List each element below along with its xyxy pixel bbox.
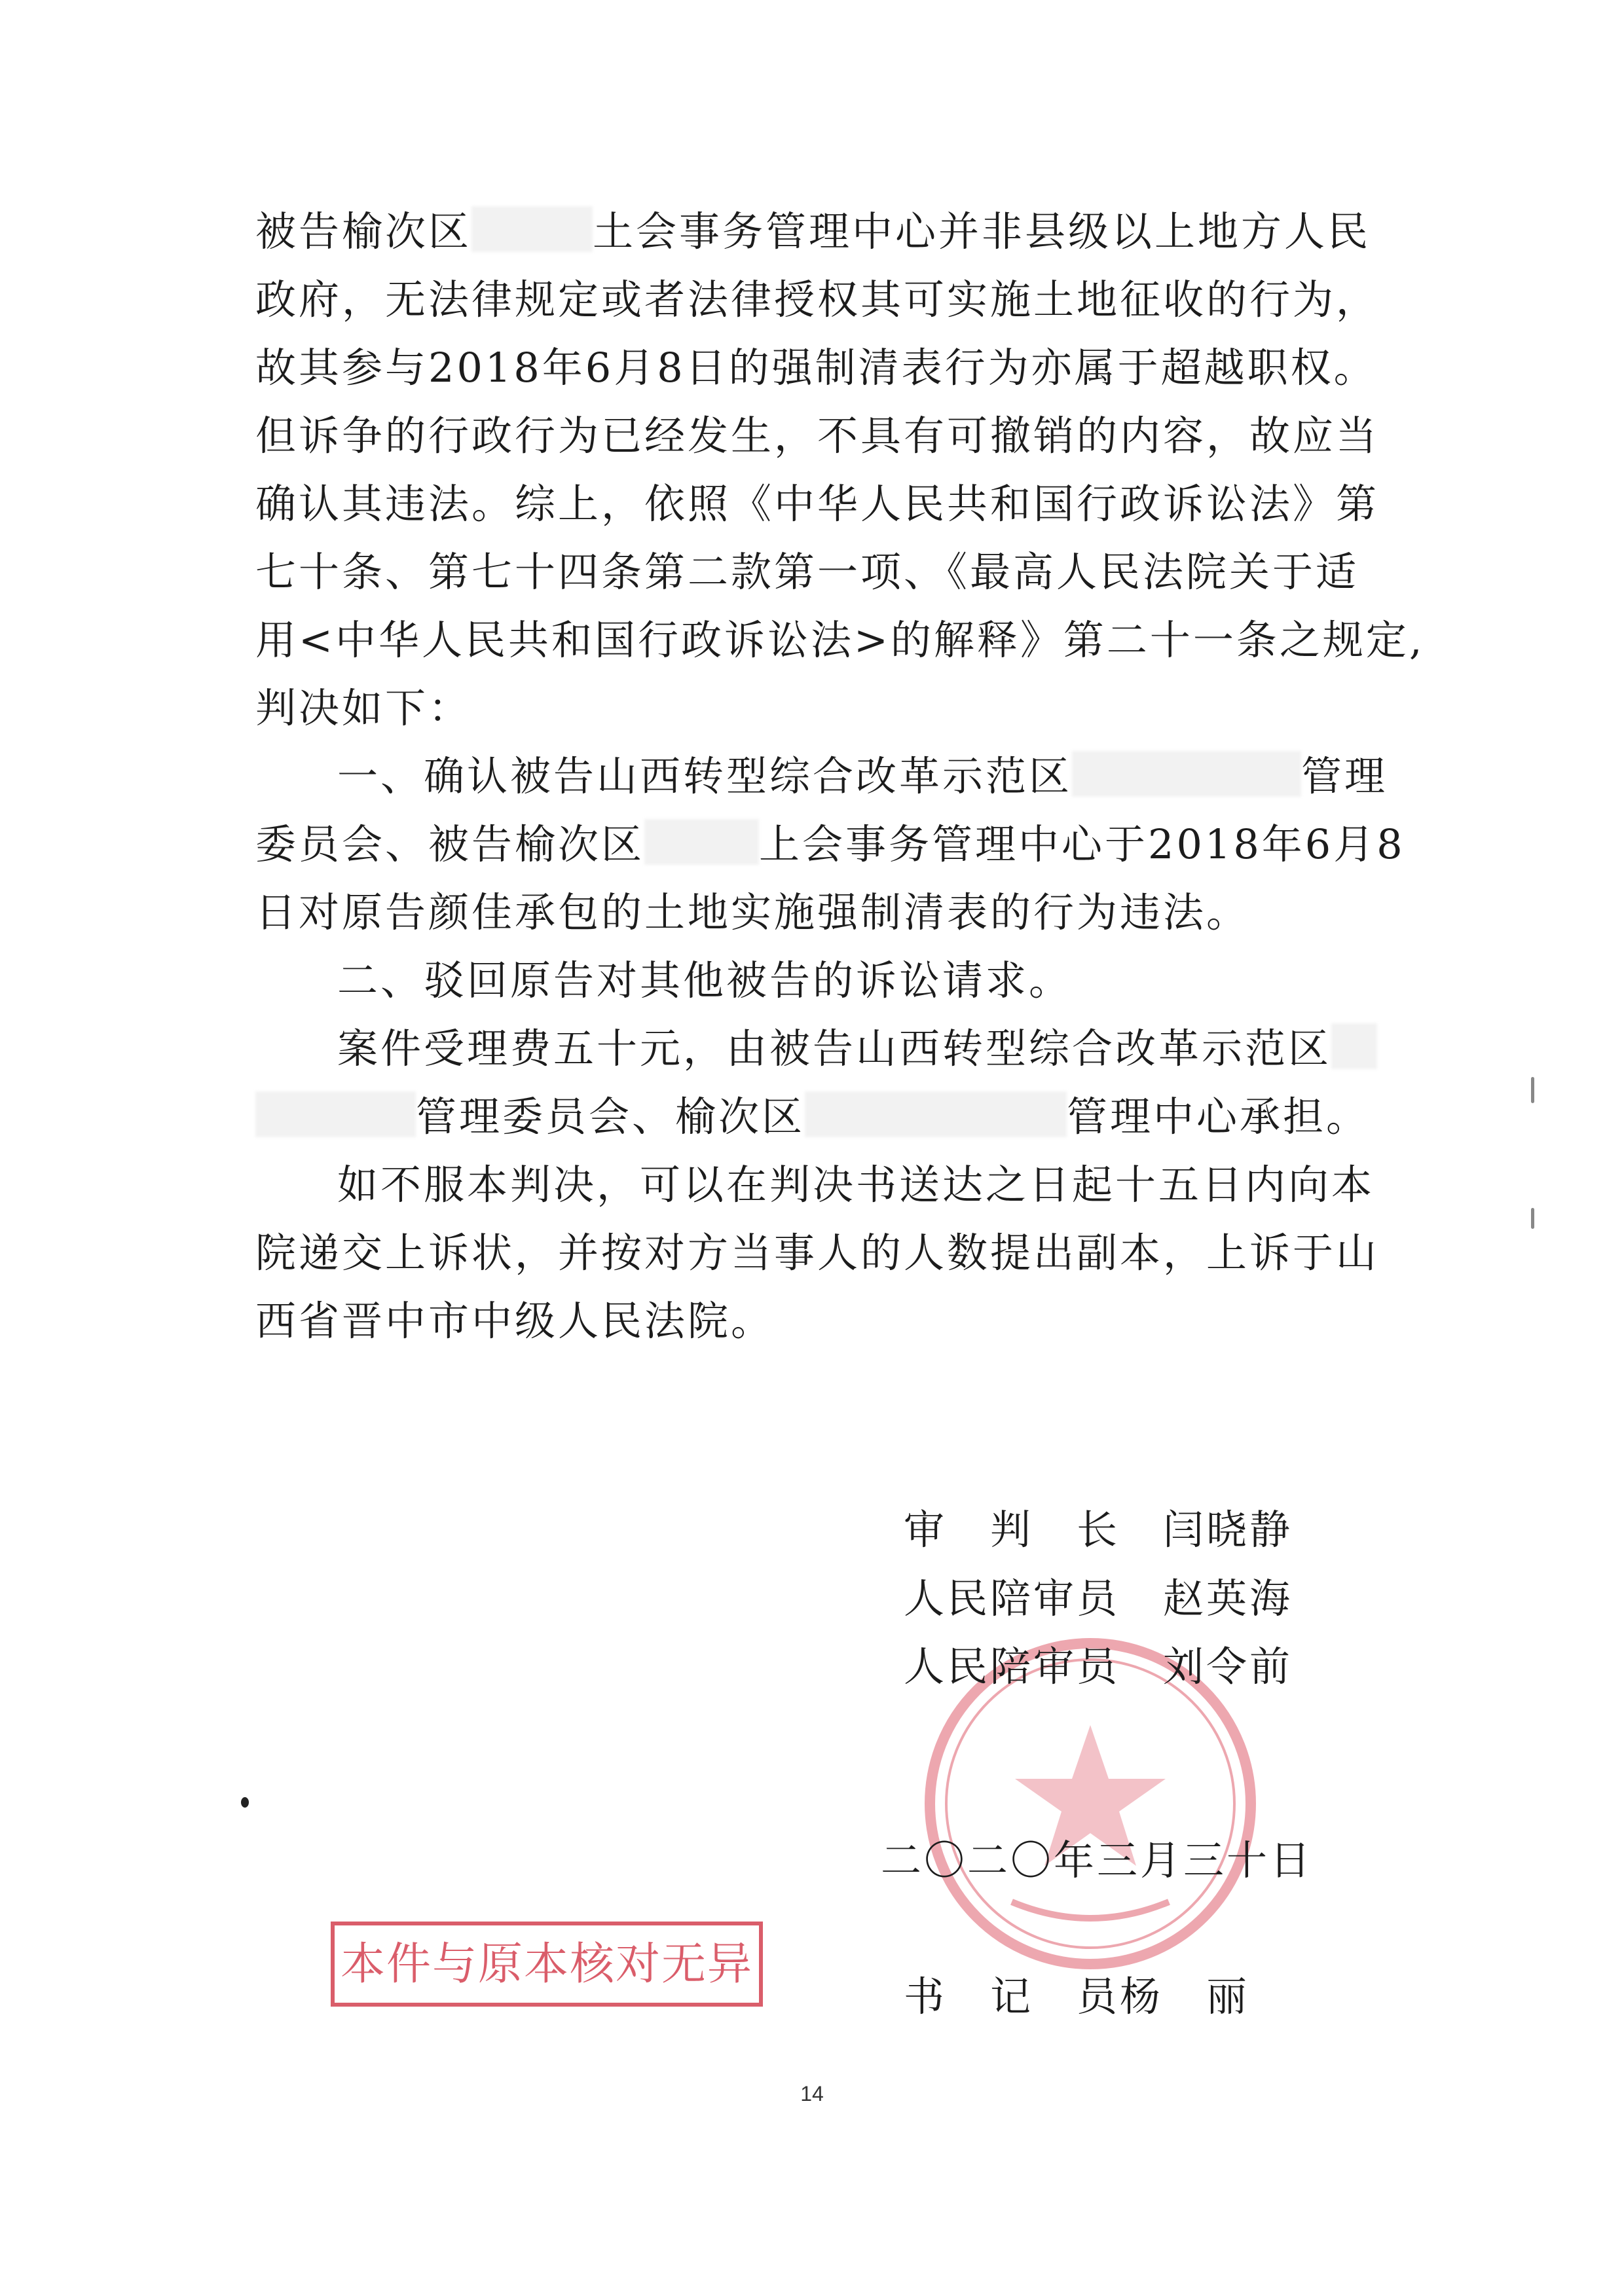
redaction-block — [644, 819, 759, 865]
body-line-8: 判决如下： — [255, 684, 472, 732]
body-line-5: 确认其违法。综上，依照《中华人民共和国行政诉讼法》第 — [255, 480, 1380, 528]
judge-signature: 审 判 长 闫晓静 — [904, 1506, 1293, 1554]
redaction-block — [471, 206, 593, 252]
body-line-1: 被告榆次区 土会事务管理中心并非县级以上地方人民 — [255, 208, 1371, 255]
scan-speck — [241, 1797, 249, 1808]
body-line-3: 故其参与2018年6月8日的强制清表行为亦属于超越职权。 — [255, 344, 1377, 392]
scan-mark — [1531, 1077, 1534, 1103]
body-line-14: 管理委员会、榆次区 管理中心承担。 — [255, 1083, 1408, 1151]
body-line-12: 二、驳回原告对其他被告的诉讼请求。 — [337, 957, 1073, 1004]
redaction-block — [255, 1091, 416, 1137]
body-line-15: 如不服本判决，可以在判决书送达之日起十五日内向本 — [337, 1161, 1375, 1209]
judgment-date: 二〇二〇年三月三十日 — [881, 1836, 1314, 1884]
body-line-13: 案件受理费五十元，由被告山西转型综合改革示范区 — [337, 1015, 1411, 1083]
redaction-block — [1331, 1023, 1377, 1069]
body-line-17: 西省晋中市中级人民法院。 — [255, 1297, 775, 1345]
redaction-block — [1072, 751, 1301, 797]
body-line-7: 用<中华人民共和国行政诉讼法>的解释》第二十一条之规定, — [255, 616, 1425, 664]
juror-signature-2: 人民陪审员 刘令前 — [904, 1643, 1293, 1690]
redaction-block — [805, 1091, 1067, 1137]
body-line-9: 一、确认被告山西转型综合改革示范区 管理 — [337, 752, 1388, 800]
body-line-2: 政府，无法律规定或者法律授权其可实施土地征收的行为， — [255, 276, 1380, 323]
scan-mark — [1531, 1208, 1534, 1229]
body-line-10: 委员会、被告榆次区 上会事务管理中心于2018年6月8 — [255, 820, 1405, 868]
body-line-4: 但诉争的行政行为已经发生，不具有可撤销的内容，故应当 — [255, 412, 1380, 460]
body-line-16: 院递交上诉状，并按对方当事人的人数提出副本，上诉于山 — [255, 1229, 1380, 1277]
page-number: 14 — [800, 2082, 824, 2105]
body-line-6: 七十条、第七十四条第二款第一项、《最高人民法院关于适 — [255, 548, 1359, 596]
juror-signature-1: 人民陪审员 赵英海 — [904, 1575, 1293, 1622]
body-line-11: 日对原告颜佳承包的土地实施强制清表的行为违法。 — [255, 888, 1250, 936]
clerk-signature: 书 记 员杨 丽 — [904, 1973, 1250, 2020]
certified-copy-stamp: 本件与原本核对无异 — [331, 1922, 763, 2007]
